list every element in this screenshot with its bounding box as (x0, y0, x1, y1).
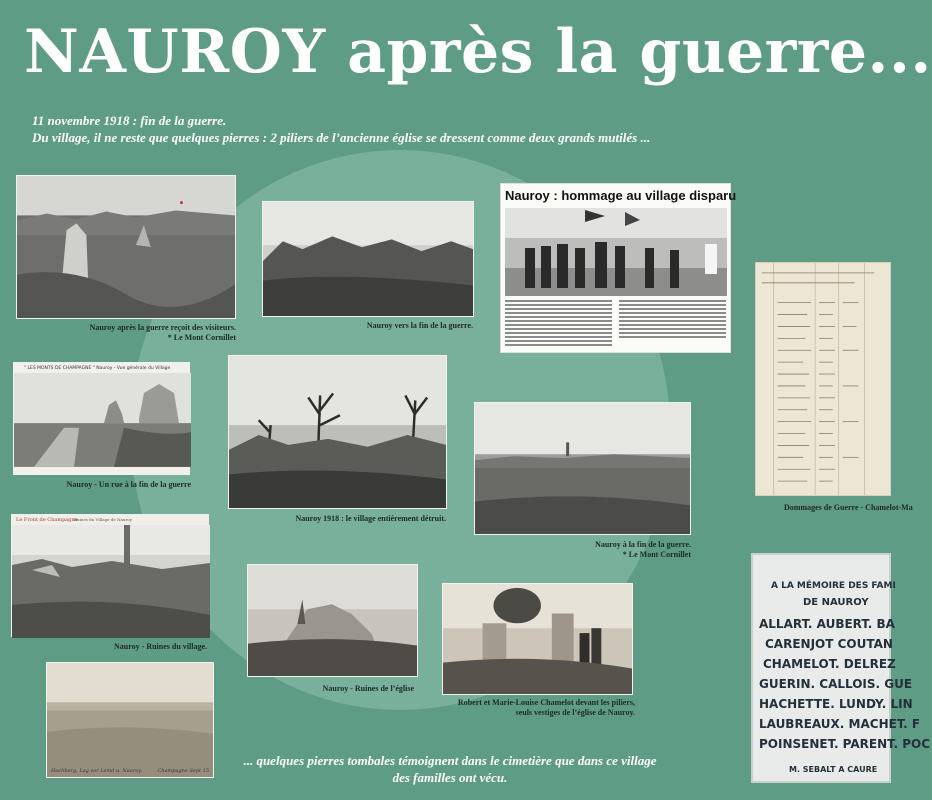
caption-mont-cornillet-line1: Nauroy à la fin de la guerre. (595, 540, 691, 549)
postcard-header-street: " LES MONTS DE CHAMPAGNE " Nauroy - Vue générale du Village (24, 366, 171, 371)
caption-visitors-line2: * Le Mont Cornillet (167, 333, 236, 342)
caption-mont-cornillet-line2: * Le Mont Cornillet (622, 550, 691, 559)
photo-chamelot-pillars (442, 583, 633, 695)
plaque-line-8: LAUBREAUX. MACHET. F (759, 717, 921, 731)
closing-text (220, 752, 680, 786)
plaque-line-6: GUERIN. CALLOIS. GUE (759, 677, 913, 691)
postcard-header-front: Le Front de Champagne (16, 517, 78, 523)
caption-church-ruins: Nauroy - Ruines de l’église (322, 684, 414, 693)
memorial-plaque (751, 553, 931, 783)
newspaper-headline: Nauroy : hommage au village disparu (505, 188, 737, 203)
photo-hochberg-postcard (46, 662, 214, 778)
caption-mont-cornillet (595, 540, 691, 560)
plaque-line-10: M. SEBALT A CAURE (789, 765, 878, 774)
postcard-subheader-front: Ruines du Village de Nauroy (74, 517, 133, 522)
caption-village-ruins: Nauroy - Ruines du village. (114, 642, 207, 651)
newspaper-photo (505, 208, 727, 296)
caption-visitors-line1: Nauroy après la guerre reçoit des visiteurs. (89, 323, 236, 332)
caption-street: Nauroy - Un rue à la fin de la guerre (66, 480, 191, 489)
war-damages-ledger (755, 262, 891, 496)
photo-visitors (16, 175, 236, 319)
intro-line-1: 11 novembre 1918 : fin de la guerre. (32, 113, 227, 128)
plaque-line-3: ALLART. AUBERT. BA (759, 617, 895, 631)
photo-village-destroyed (228, 355, 447, 509)
plaque-line-5: CHAMELOT. DELREZ (763, 657, 896, 671)
photo-end-of-war (262, 201, 474, 317)
intro-line-2: Du village, il ne reste que quelques pierres : 2 piliers de l’ancienne église se dressent comme deux grands mutilés ... (32, 130, 651, 145)
caption-war-damages: Dommages de Guerre - Chamelot-Ma (784, 503, 913, 512)
postcard-handwriting: Hochberg, Lag vor Lemd u. Nauroy. (51, 768, 143, 774)
caption-chamelot (458, 698, 635, 718)
photo-street (13, 362, 190, 475)
intro-text (32, 112, 650, 146)
plaque-line-9: POINSENET. PARENT. POC (759, 737, 931, 751)
page-title: NAUROY après la guerre... (24, 17, 932, 87)
caption-visitors (90, 323, 236, 343)
newspaper-clipping (500, 183, 737, 353)
photo-church-ruins (247, 564, 418, 677)
plaque-line-4: CARENJOT COUTAN (765, 637, 893, 651)
closing-line-2: des familles ont vécu. (392, 770, 508, 785)
photo-mont-cornillet (474, 402, 691, 535)
caption-village-destroyed: Nauroy 1918 : le village entièrement détruit. (295, 514, 446, 523)
plaque-line-7: HACHETTE. LUNDY. LIN (759, 697, 913, 711)
plaque-line-2: DE NAUROY (803, 597, 869, 608)
closing-line-1: ... quelques pierres tombales témoignent dans le cimetière que dans ce village (243, 753, 657, 768)
photo-village-ruins (11, 514, 209, 637)
plaque-line-1: A LA MÉMOIRE DES FAMI (771, 581, 896, 591)
caption-chamelot-line1: Robert et Marie-Louise Chamelot devant les piliers, (457, 698, 635, 707)
newspaper-column-left (505, 298, 612, 350)
postcard-date: Champagne Sept 15 (157, 768, 209, 774)
caption-end-of-war: Nauroy vers la fin de la guerre. (366, 321, 473, 330)
caption-chamelot-line2: seuls vestiges de l’église de Nauroy. (515, 708, 635, 717)
newspaper-column-right (619, 298, 726, 350)
